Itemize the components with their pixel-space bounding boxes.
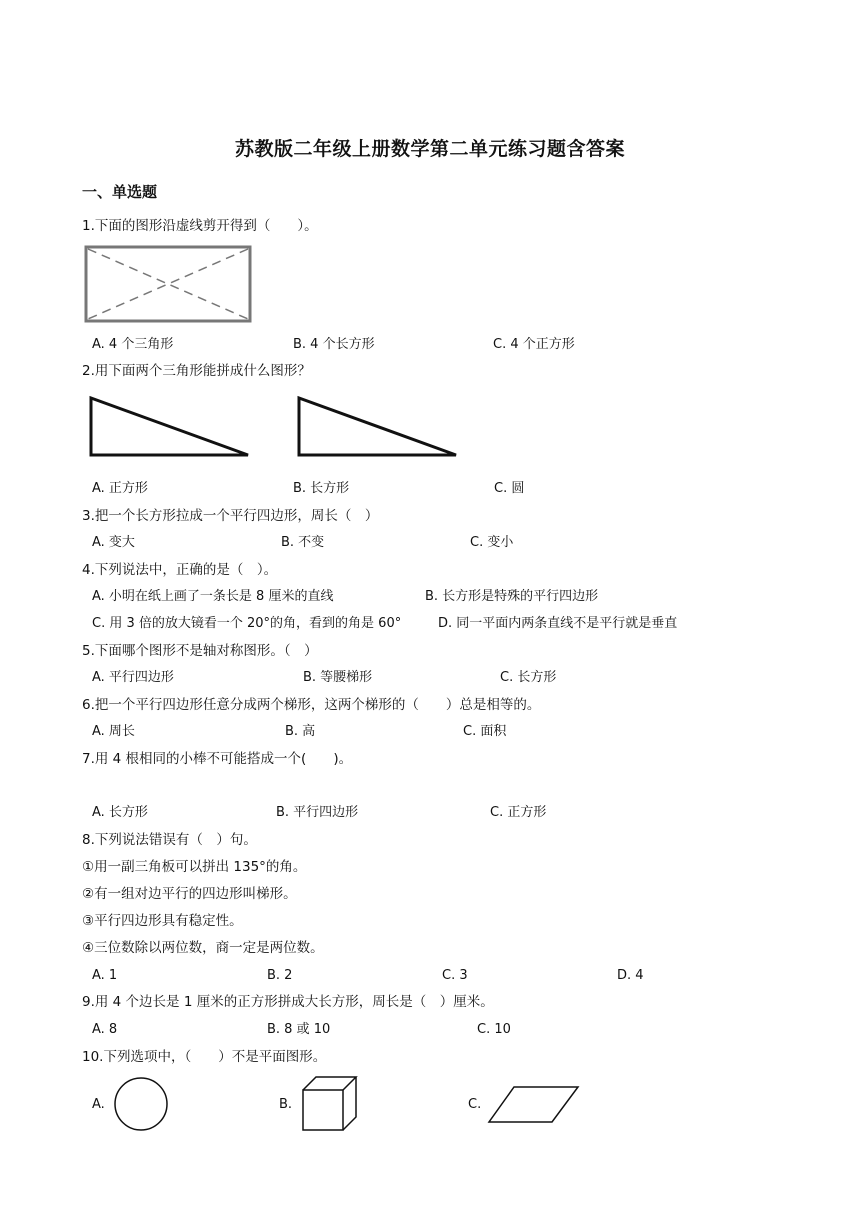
q2-option-b[interactable]: B. 长方形 (293, 481, 350, 496)
q1-dashed-diagonal-1 (88, 249, 248, 319)
question-1-stem: 1.下面的图形沿虚线剪开得到（ ）。 (82, 218, 318, 234)
question-4-stem: 4.下列说法中，正确的是（ ）。 (82, 562, 278, 578)
q9-option-b[interactable]: B. 8 或 10 (267, 1022, 331, 1037)
section-heading: 一、单选题 (82, 183, 158, 201)
q4-option-c[interactable]: C. 用 3 倍的放大镜看一个 20°的角，看到的角是 60° (92, 616, 402, 631)
q2-triangle-left (88, 394, 253, 459)
q9-option-c[interactable]: C. 10 (477, 1022, 511, 1037)
q2-triangle-right (296, 394, 461, 459)
question-9-stem: 9.用 4 个边长是 1 厘米的正方形拼成大长方形，周长是（ ）厘米。 (82, 994, 494, 1010)
q8-option-d[interactable]: D. 4 (617, 968, 644, 983)
q1-dashed-diagonal-2 (88, 249, 248, 319)
q10-cube-figure (300, 1074, 360, 1134)
q10-circle-figure (113, 1076, 169, 1132)
q8-statement-4: ④三位数除以两位数，商一定是两位数。 (82, 940, 324, 956)
q6-option-b[interactable]: B. 高 (285, 724, 316, 739)
q5-option-b[interactable]: B. 等腰梯形 (303, 670, 373, 685)
q8-statement-2: ②有一组对边平行的四边形叫梯形。 (82, 886, 297, 902)
q3-option-a[interactable]: A. 变大 (92, 535, 135, 550)
q1-option-a[interactable]: A. 4 个三角形 (92, 337, 174, 352)
q5-option-c[interactable]: C. 长方形 (500, 670, 557, 685)
q1-rectangle-figure (83, 244, 253, 324)
question-8-stem: 8.下列说法错误有（ ）句。 (82, 832, 257, 848)
q7-option-a[interactable]: A. 长方形 (92, 805, 148, 820)
q5-option-a[interactable]: A. 平行四边形 (92, 670, 174, 685)
q8-option-b[interactable]: B. 2 (267, 968, 293, 983)
q8-statement-3: ③平行四边形具有稳定性。 (82, 913, 243, 929)
q6-option-c[interactable]: C. 面积 (463, 724, 507, 739)
q7-option-b[interactable]: B. 平行四边形 (276, 805, 359, 820)
page-title: 苏教版二年级上册数学第二单元练习题含答案 (234, 138, 625, 160)
q3-option-c[interactable]: C. 变小 (470, 535, 514, 550)
question-3-stem: 3.把一个长方形拉成一个平行四边形，周长（ ） (82, 508, 379, 524)
q1-option-c[interactable]: C. 4 个正方形 (493, 337, 575, 352)
q6-option-a[interactable]: A. 周长 (92, 724, 135, 739)
q3-option-b[interactable]: B. 不变 (281, 535, 325, 550)
q10-option-c[interactable]: C. (468, 1097, 482, 1112)
question-5-stem: 5.下面哪个图形不是轴对称图形。（ ） (82, 643, 318, 659)
q8-statement-1: ①用一副三角板可以拼出 135°的角。 (82, 859, 307, 875)
q2-option-c[interactable]: C. 圆 (494, 481, 525, 496)
q10-option-b[interactable]: B. (279, 1097, 293, 1112)
q2-option-a[interactable]: A. 正方形 (92, 481, 148, 496)
question-10-stem: 10.下列选项中，（ ）不是平面图形。 (82, 1049, 327, 1065)
question-6-stem: 6.把一个平行四边形任意分成两个梯形，这两个梯形的（ ）总是相等的。 (82, 697, 541, 713)
q9-option-a[interactable]: A. 8 (92, 1022, 118, 1037)
q8-option-a[interactable]: A. 1 (92, 968, 118, 983)
q1-option-b[interactable]: B. 4 个长方形 (293, 337, 375, 352)
q4-option-b[interactable]: B. 长方形是特殊的平行四边形 (425, 589, 599, 604)
q10-option-a[interactable]: A. (92, 1097, 105, 1112)
q7-option-c[interactable]: C. 正方形 (490, 805, 547, 820)
q4-option-d[interactable]: D. 同一平面内两条直线不是平行就是垂直 (438, 616, 678, 631)
q4-option-a[interactable]: A. 小明在纸上画了一条长是 8 厘米的直线 (92, 589, 334, 604)
question-7-stem: 7.用 4 根相同的小棒不可能搭成一个( )。 (82, 751, 353, 767)
question-2-stem: 2.用下面两个三角形能拼成什么图形？ (82, 363, 311, 379)
q10-parallelogram-figure (486, 1084, 582, 1126)
q8-option-c[interactable]: C. 3 (442, 968, 468, 983)
